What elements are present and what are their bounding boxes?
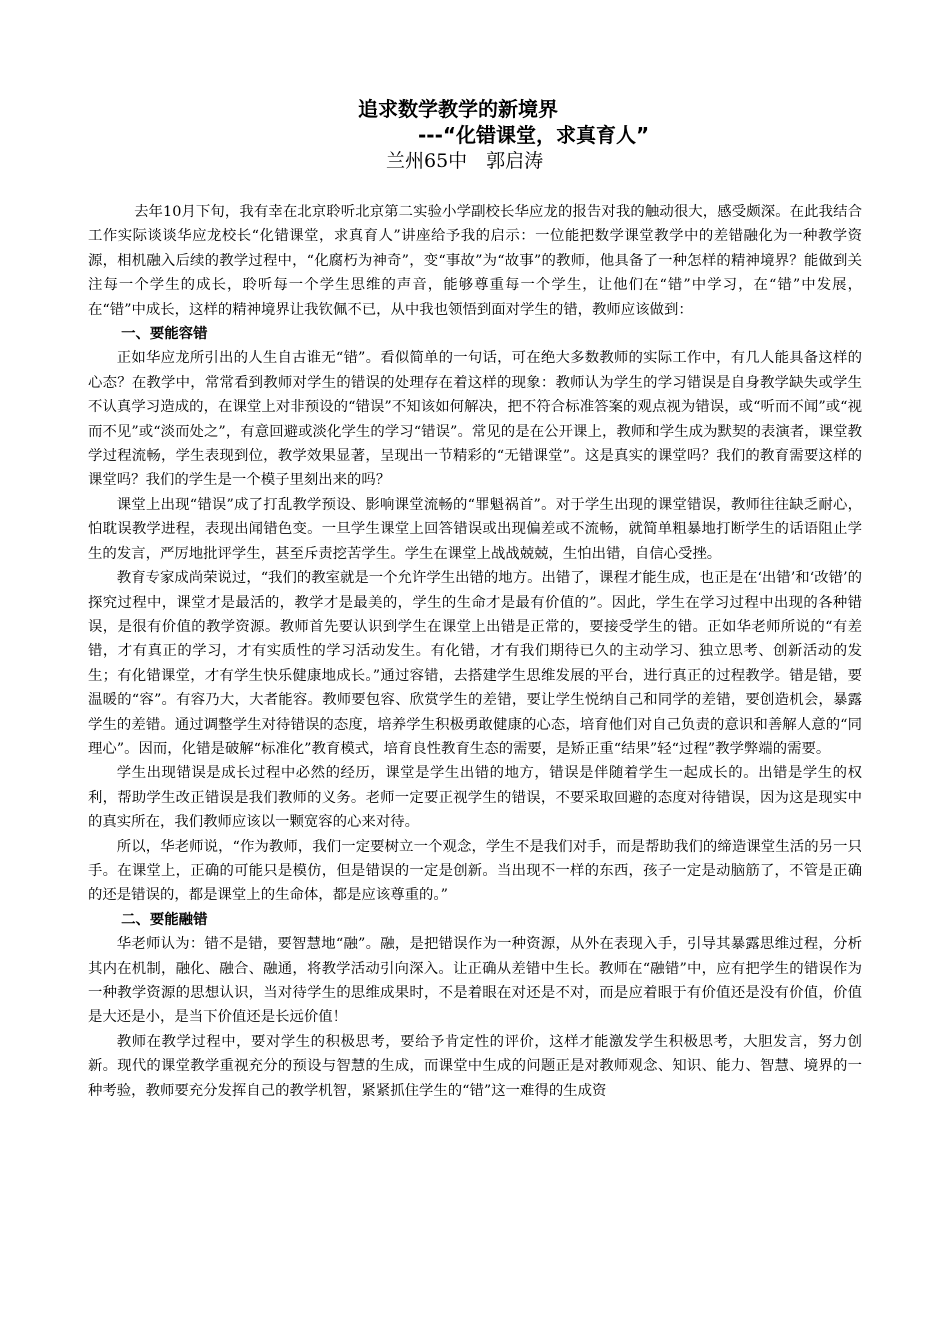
section-1-paragraph-2: 课堂上出现“错误”成了打乱教学预设、影响课堂流畅的“罪魁祸首”。对于学生出现的课堂错误，教师往往缺乏耐心，怕耽误教学进程，表现出闻错色变。一旦学生课堂上回答错误或出现偏差或不流畅，就简单粗暴地打断学生的话语阻止学生的发言，严厉地批评学生，甚至斥责挖苦学生。学生在课堂上战战兢兢，生怕出错，自信心受挫。 xyxy=(88,496,862,562)
section-2-paragraph-2: 教师在教学过程中，要对学生的积极思考，要给予肯定性的评价，这样才能激发学生积极思考，大胆发言，努力创新。现代的课堂教学重视充分的预设与智慧的生成，而课堂中生成的问题正是对教师观念、知识、能力、智慧、境界的一种考验，教师要充分发挥自己的教学机智，紧紧抓住学生的“错”这一难得的生成资 xyxy=(88,1033,862,1099)
section-1-paragraph-1: 正如华应龙所引出的人生自古谁无“错”。看似简单的一句话，可在绝大多数教师的实际工作中，有几人能具备这样的心态？在教学中，常常看到教师对学生的错误的处理存在着这样的现象：教师认为学生的学习错误是自身教学缺失或学生不认真学习造成的，在课堂上对非预设的“错误”不知该如何解决，把不符合标准答案的观点视为错误，或“听而不闻”或“视而不见”或“淡而处之”，有意回避或淡化学生的学习“错误”。常见的是在公开课上，教师和学生成为默契的表演者，课堂教学过程流畅，学生表现到位，教学效果显著，呈现出一节精彩的“无错课堂”。这是真实的课堂吗？我们的教育需要这样的课堂吗？我们的学生是一个模子里刻出来的吗？ xyxy=(88,350,862,489)
intro-paragraph: 去年10月下旬，我有幸在北京聆听北京第二实验小学副校长华应龙的报告对我的触动很大，感受颇深。在此我结合工作实际谈谈华应龙校长“化错课堂，求真育人”讲座给予我的启示：一位能把数学课堂教学中的差错融化为一种教学资源，相机融入后续的教学过程中，“化腐朽为神奇”，变“事故”为“故事”的教师，他具备了一种怎样的精神境界？能做到关注每一个学生的成长，聆听每一个学生思维的声音，能够尊重每一个学生，让他们在“错”中学习，在“错”中发展，在“错”中成长，这样的精神境界让我钦佩不已，从中我也领悟到面对学生的错，教师应该做到： xyxy=(88,204,862,318)
document-body xyxy=(88,200,862,1103)
section-1-paragraph-4: 学生出现错误是成长过程中必然的经历，课堂是学生出错的地方，错误是伴随着学生一起成长的。出错是学生的权利，帮助学生改正错误是我们教师的义务。老师一定要正视学生的错误，不要采取回避的态度对待错误，因为这是现实中的真实所在，我们教师应该以一颗宽容的心来对待。 xyxy=(88,765,862,831)
document-subtitle: ---“化错课堂，求真育人” xyxy=(418,123,650,147)
document-author: 兰州65中 郭启涛 xyxy=(386,150,544,172)
document-title: 追求数学教学的新境界 xyxy=(358,97,558,121)
document-page xyxy=(88,96,862,1103)
section-2-paragraph-1: 华老师认为：错不是错，要智慧地“融”。融，是把错误作为一种资源，从外在表现入手，引导其暴露思维过程，分析其内在机制，融化、融合、融通，将教学活动引向深入。让正确从差错中生长。教师在“融错”中，应有把学生的错误作为一种教学资源的思想认识，当对待学生的思维成果时，不是着眼在对还是不对，而是应着眼于有价值还是没有价值，价值是大还是小，是当下价值还是长远价值！ xyxy=(88,936,862,1026)
section-1-heading: 一、要能容错 xyxy=(121,326,208,343)
section-1-paragraph-5: 所以，华老师说，“作为教师，我们一定要树立一个观念，学生不是我们对手，而是帮助我们的缔造课堂生活的另一只手。在课堂上，正确的可能只是模仿，但是错误的一定是创新。当出现不一样的东西，孩子一定是动脑筋了，不管是正确的还是错误的，都是课堂上的生命体，都是应该尊重的。” xyxy=(88,838,862,904)
section-2-heading: 二、要能融错 xyxy=(121,911,208,928)
section-1-paragraph-3: 教育专家成尚荣说过，“我们的教室就是一个允许学生出错的地方。出错了，课程才能生成，也正是在‘出错’和‘改错’的探究过程中，课堂才是最活的，教学才是最美的，学生的生命才是最有价值的”。因此，学生在学习过程中出现的各种错误，是很有价值的教学资源。教师首先要认识到学生在课堂上出错是正常的，要接受学生的错。正如华老师所说的“有差错，才有真正的学习，才有实质性的学习活动发生。有化错，才有我们期待已久的主动学习、独立思考、创新活动的发生；有化错课堂，才有学生快乐健康地成长。”通过容错，去搭建学生思维发展的平台，进行真正的过程教学。错是错，要温暖的“容”。有容乃大，大者能容。教师要包容、欣赏学生的差错，要让学生悦纳自己和同学的差错，要创造机会，暴露学生的差错。通过调整学生对待错误的态度，培养学生积极勇敢健康的心态，培育他们对自己负责的意识和善解人意的“同理心”。因而，化错是破解“标准化”教育模式，培育良性教育生态的需要，是矫正重“结果”轻“过程”教学弊端的需要。 xyxy=(88,570,862,757)
